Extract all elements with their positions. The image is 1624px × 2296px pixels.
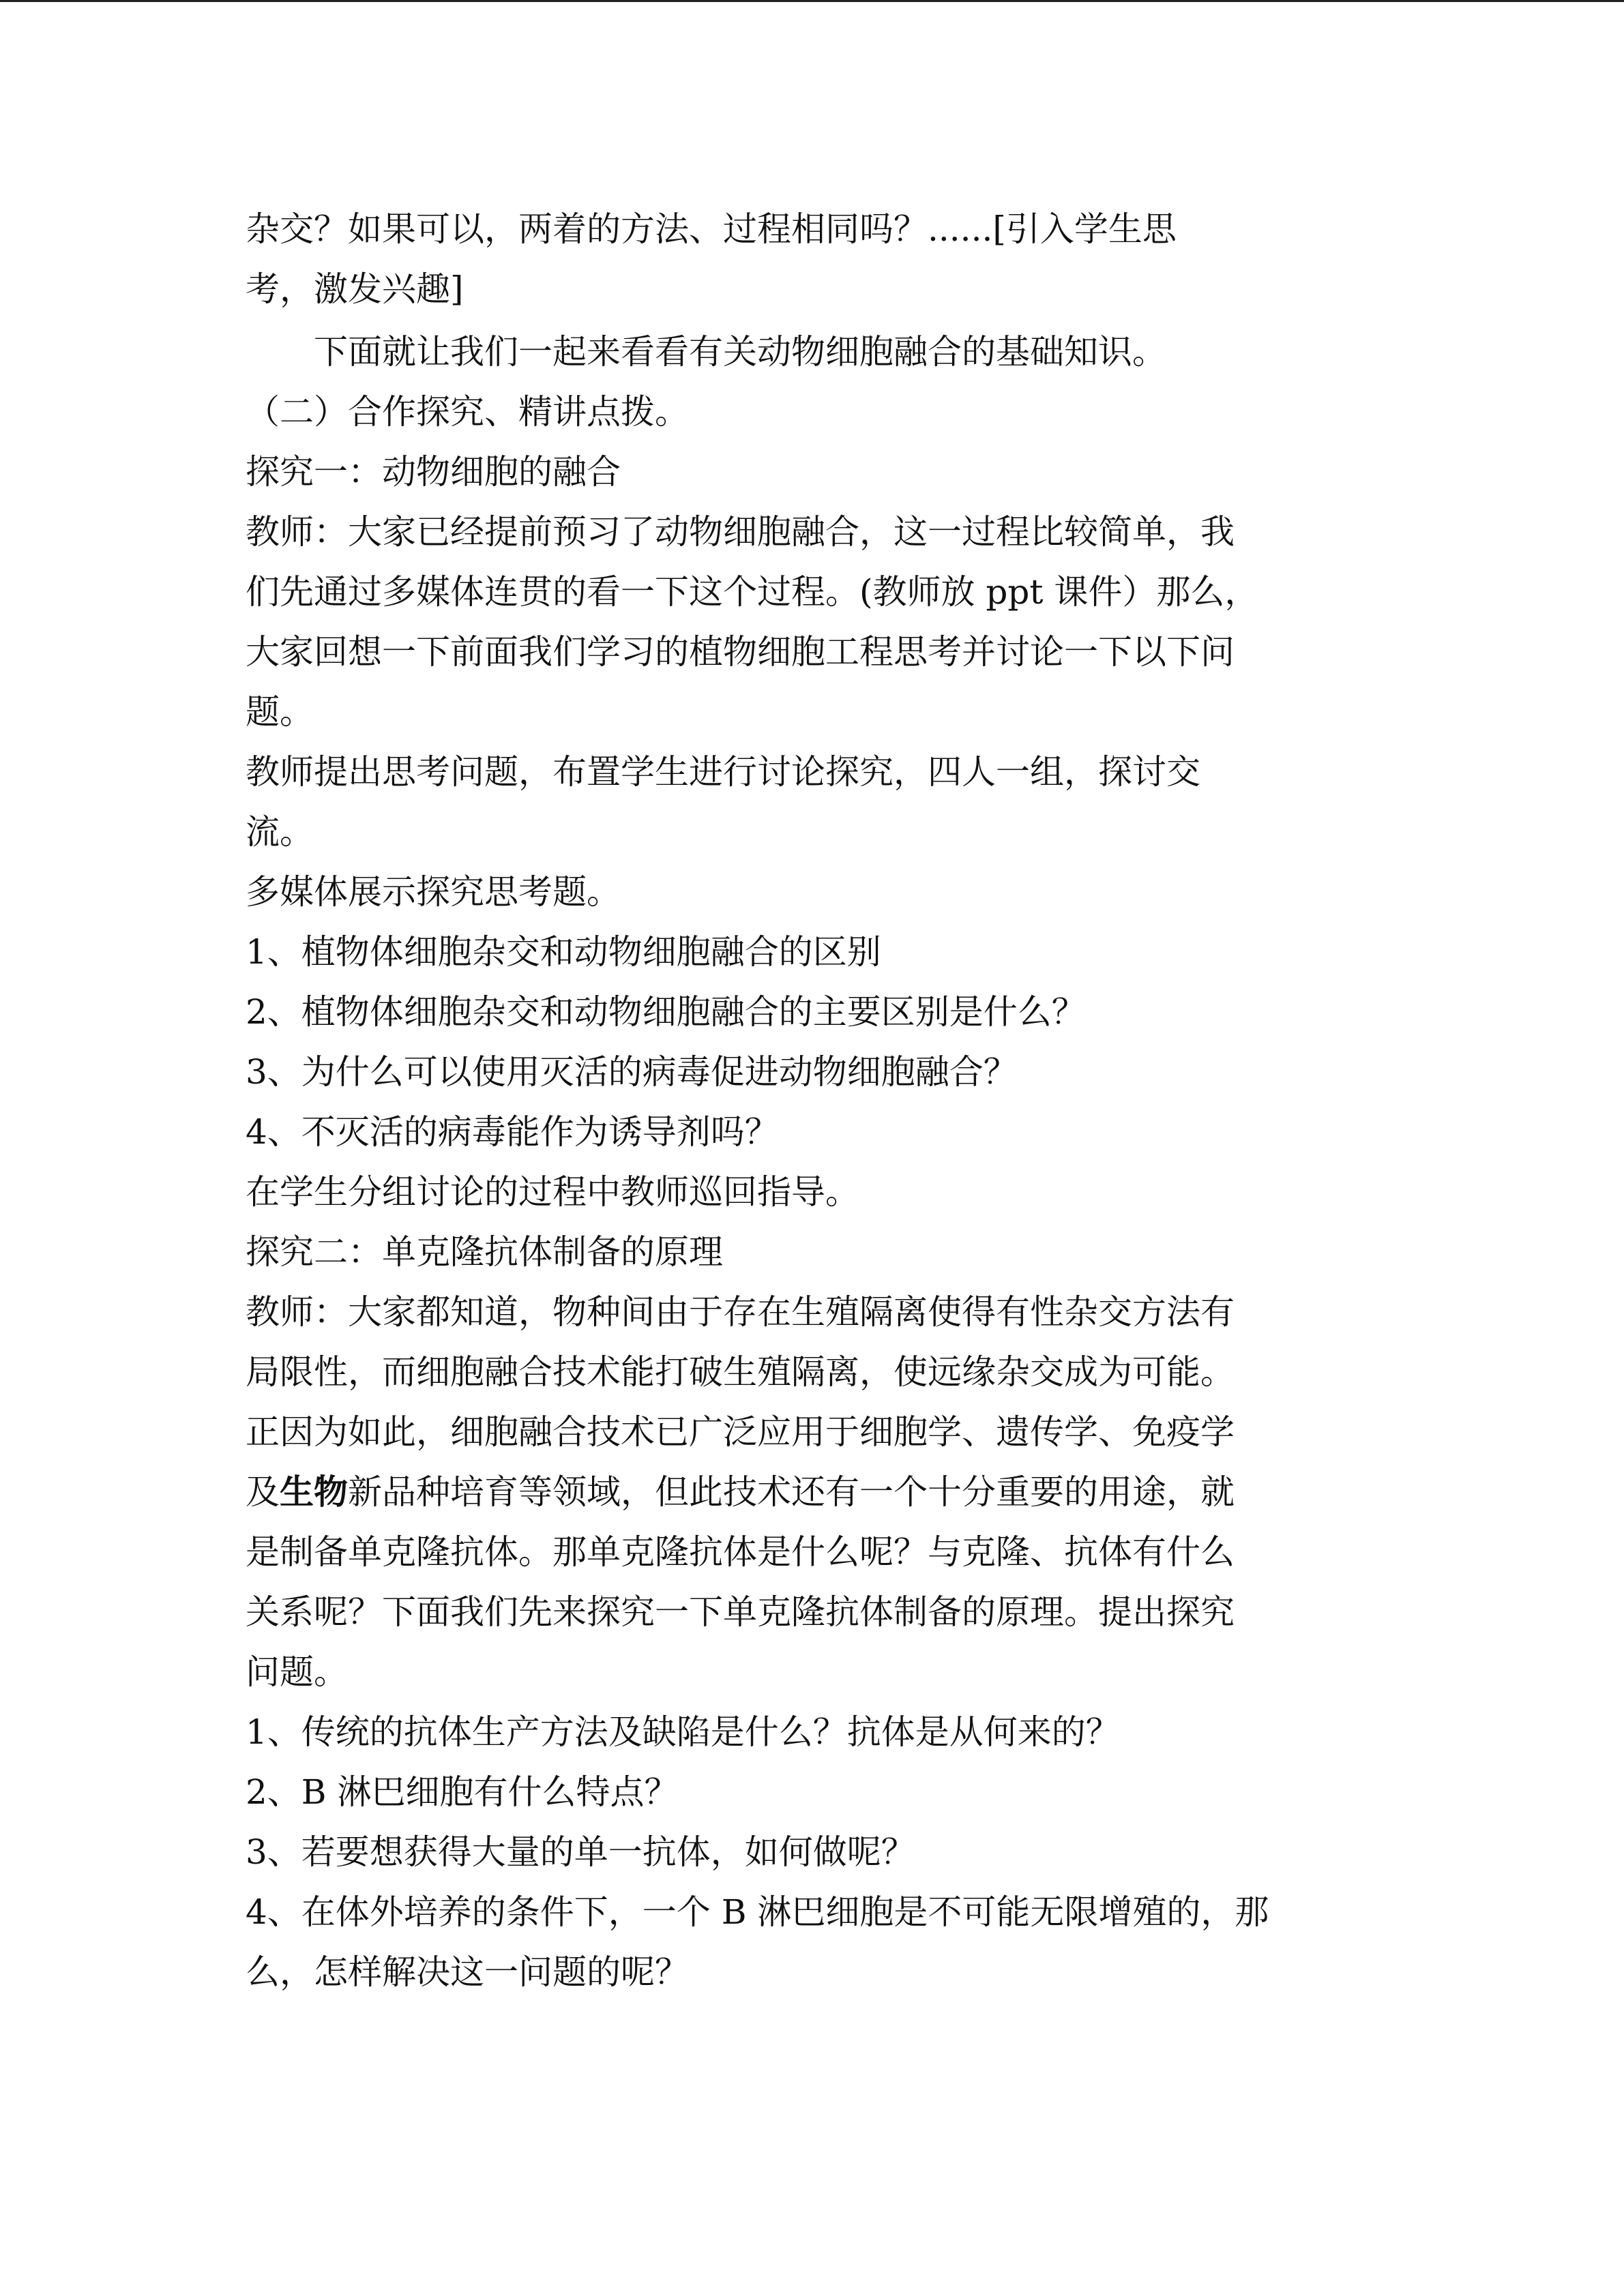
text-line: 局限性，而细胞融合技术能打破生殖隔离，使远缘杂交成为可能。: [246, 1352, 1235, 1392]
question-item: 么，怎样解决这一问题的呢？: [246, 1952, 689, 1992]
text-line: 问题。: [246, 1652, 348, 1692]
text-line: 大家回想一下前面我们学习的植物细胞工程思考并讨论一下以下问: [246, 632, 1235, 672]
text-line: 下面就让我们一起来看看有关动物细胞融合的基础知识。: [314, 332, 1166, 372]
subsection-heading: 探究一：动物细胞的融合: [246, 452, 621, 492]
text-line: 关系呢？下面我们先来探究一下单克隆抗体制备的原理。提出探究: [246, 1592, 1235, 1632]
text-line: 考，激发兴趣]: [246, 269, 464, 309]
question-item: 1、传统的抗体生产方法及缺陷是什么？抗体是从何来的？: [246, 1712, 1120, 1752]
text-line: 是制备单克隆抗体。那单克隆抗体是什么呢？与克隆、抗体有什么: [246, 1532, 1235, 1572]
text-line: 在学生分组讨论的过程中教师巡回指导。: [246, 1172, 859, 1212]
section-heading: （二）合作探究、精讲点拨。: [246, 392, 689, 432]
text-segment: 新品种培育等领域，但此技术还有一个十分重要的用途，就: [348, 1472, 1235, 1512]
question-item: 3、若要想获得大量的单一抗体，如何做呢？: [246, 1832, 915, 1872]
subsection-heading: 探究二：单克隆抗体制备的原理: [246, 1232, 723, 1272]
text-line: 教师：大家已经提前预习了动物细胞融合，这一过程比较简单，我: [246, 512, 1235, 552]
question-item: 4、在体外培养的条件下，一个 B 淋巴细胞是不可能无限增殖的，那: [246, 1892, 1269, 1932]
text-line: 教师提出思考问题，布置学生进行讨论探究，四人一组，探讨交: [246, 752, 1200, 792]
text-line: 题。: [246, 692, 314, 732]
text-line: [246, 1462, 1378, 1522]
bold-keyword: 生物: [280, 1472, 348, 1512]
page-top-border: [0, 0, 1624, 2]
question-item: 3、为什么可以使用灭活的病毒促进动物细胞融合？: [246, 1052, 1018, 1092]
text-line: 流。: [246, 812, 314, 852]
document-page: [246, 199, 1378, 2002]
text-line: 教师：大家都知道，物种间由于存在生殖隔离使得有性杂交方法有: [246, 1292, 1235, 1332]
text-line: 多媒体展示探究思考题。: [246, 872, 621, 912]
text-line: 们先通过多媒体连贯的看一下这个过程。(教师放 ppt 课件）那么，: [246, 572, 1259, 612]
text-segment: 及: [246, 1472, 280, 1512]
question-item: 2、植物体细胞杂交和动物细胞融合的主要区别是什么？: [246, 992, 1086, 1032]
text-line: 正因为如此，细胞融合技术已广泛应用于细胞学、遗传学、免疫学: [246, 1412, 1235, 1452]
text-line: 杂交？如果可以，两着的方法、过程相同吗？......[引入学生思: [246, 209, 1177, 249]
question-item: 2、B 淋巴细胞有什么特点？: [246, 1772, 679, 1812]
question-item: 4、不灭活的病毒能作为诱导剂吗？: [246, 1112, 779, 1152]
question-item: 1、植物体细胞杂交和动物细胞融合的区别: [246, 932, 881, 972]
